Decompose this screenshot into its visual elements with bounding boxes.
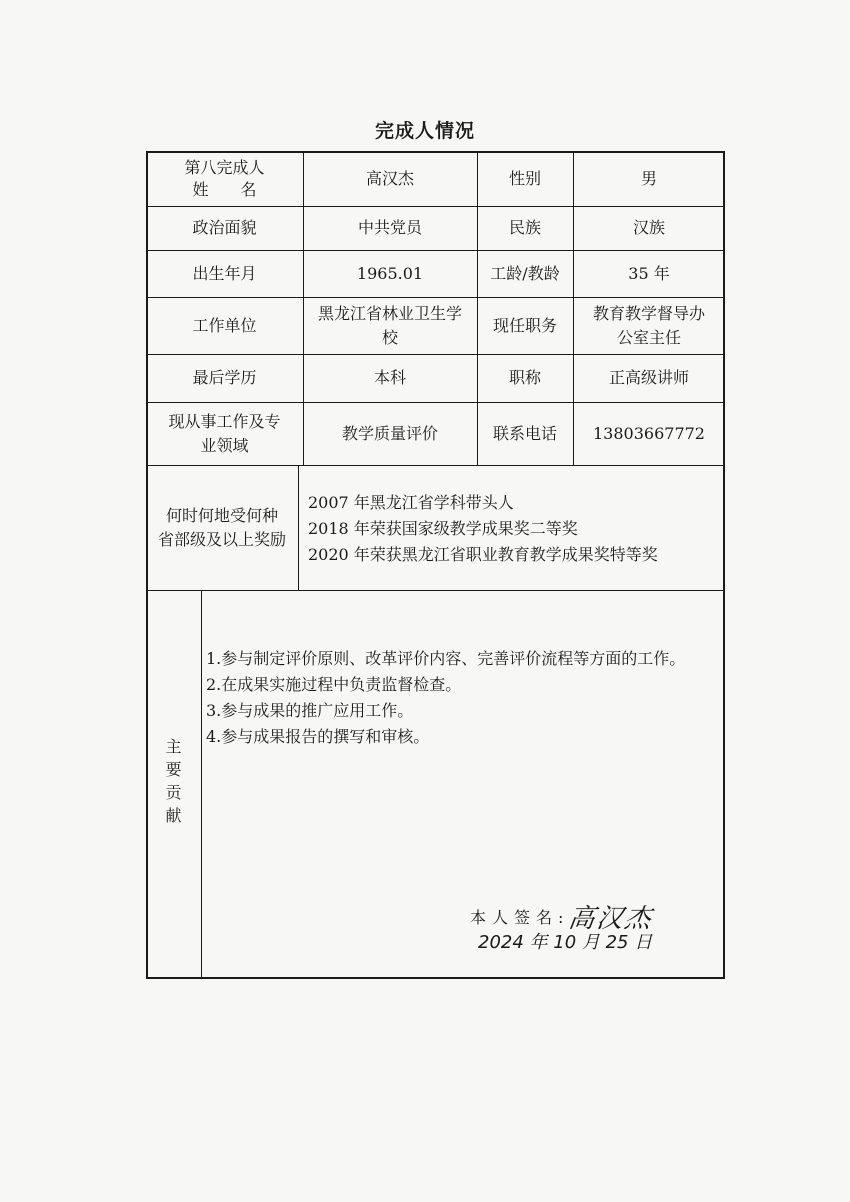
- award-item: 2018 年荣获国家级教学成果奖二等奖: [308, 519, 578, 538]
- contribution-label-char: 贡: [165, 783, 182, 802]
- field-label-line1: 现从事工作及专: [168, 411, 281, 431]
- contribution-label-char: 主: [165, 737, 182, 756]
- award-item: 2020 年荣获黑龙江省职业教育教学成果奖特等奖: [308, 545, 658, 564]
- seniority-value: 35 年: [628, 263, 670, 283]
- political-value: 中共党员: [357, 218, 422, 237]
- workplace-value: [303, 297, 477, 354]
- birth-value: 1965.01: [356, 263, 424, 283]
- political-label: 政治面貌: [192, 218, 257, 237]
- phone-value: 13803667772: [593, 423, 705, 443]
- row-divider: [146, 590, 725, 591]
- title-label: 职称: [508, 368, 541, 387]
- phone-label: 联系电话: [492, 423, 557, 443]
- field-label-line2: 业领域: [200, 435, 249, 455]
- field-value: 教学质量评价: [341, 423, 438, 443]
- signature-date: 2024 年 10 月 25 日: [478, 932, 653, 953]
- birth-label: 出生年月: [192, 263, 257, 283]
- contribution-item: 2.在成果实施过程中负责监督检查。: [206, 675, 462, 694]
- contribution-item: 4.参与成果报告的撰写和审核。: [206, 727, 430, 746]
- awards-label-line1: 何时何地受何种: [165, 505, 278, 525]
- name-label-cell: [146, 151, 303, 206]
- seniority-label: 工龄/教龄: [490, 263, 560, 283]
- position-value-line1: 教育教学督导办: [592, 303, 705, 323]
- page-title: 完成人情况: [374, 120, 475, 142]
- contribution-label-char: 献: [165, 806, 182, 825]
- position-label: 现任职务: [492, 315, 557, 335]
- column-divider: [201, 590, 202, 979]
- workplace-value-line2: 校: [381, 327, 398, 347]
- gender-value: 男: [640, 168, 657, 188]
- workplace-value-line1: 黑龙江省林业卫生学: [317, 303, 462, 323]
- ethnicity-label: 民族: [508, 218, 541, 237]
- position-value: [573, 297, 725, 354]
- education-value: 本科: [373, 368, 406, 387]
- name-value: 高汉杰: [365, 168, 414, 188]
- education-label: 最后学历: [192, 368, 257, 387]
- awards-label-line2: 省部级及以上奖励: [157, 529, 286, 549]
- contribution-item: 1.参与制定评价原则、改革评价内容、完善评价流程等方面的工作。: [206, 649, 686, 668]
- signature-label: 本人签名:: [470, 908, 570, 927]
- ethnicity-value: 汉族: [632, 218, 665, 237]
- contribution-label: [146, 735, 201, 827]
- name-label: 姓 名: [192, 179, 257, 199]
- title-value: 正高级讲师: [608, 368, 689, 387]
- handwritten-signature: 高汉杰: [566, 904, 656, 934]
- field-label: [146, 402, 303, 465]
- gender-label: 性别: [508, 168, 541, 188]
- contribution-list: [206, 646, 718, 750]
- contribution-label-char: 要: [165, 760, 182, 779]
- awards-list: [308, 490, 718, 568]
- workplace-label: 工作单位: [192, 315, 257, 335]
- awards-label: [146, 465, 298, 590]
- position-value-line2: 公室主任: [616, 327, 681, 347]
- column-divider: [298, 465, 299, 590]
- completer-rank-label: 第八完成人: [184, 157, 265, 177]
- award-item: 2007 年黑龙江省学科带头人: [308, 493, 514, 512]
- contribution-item: 3.参与成果的推广应用工作。: [206, 701, 414, 720]
